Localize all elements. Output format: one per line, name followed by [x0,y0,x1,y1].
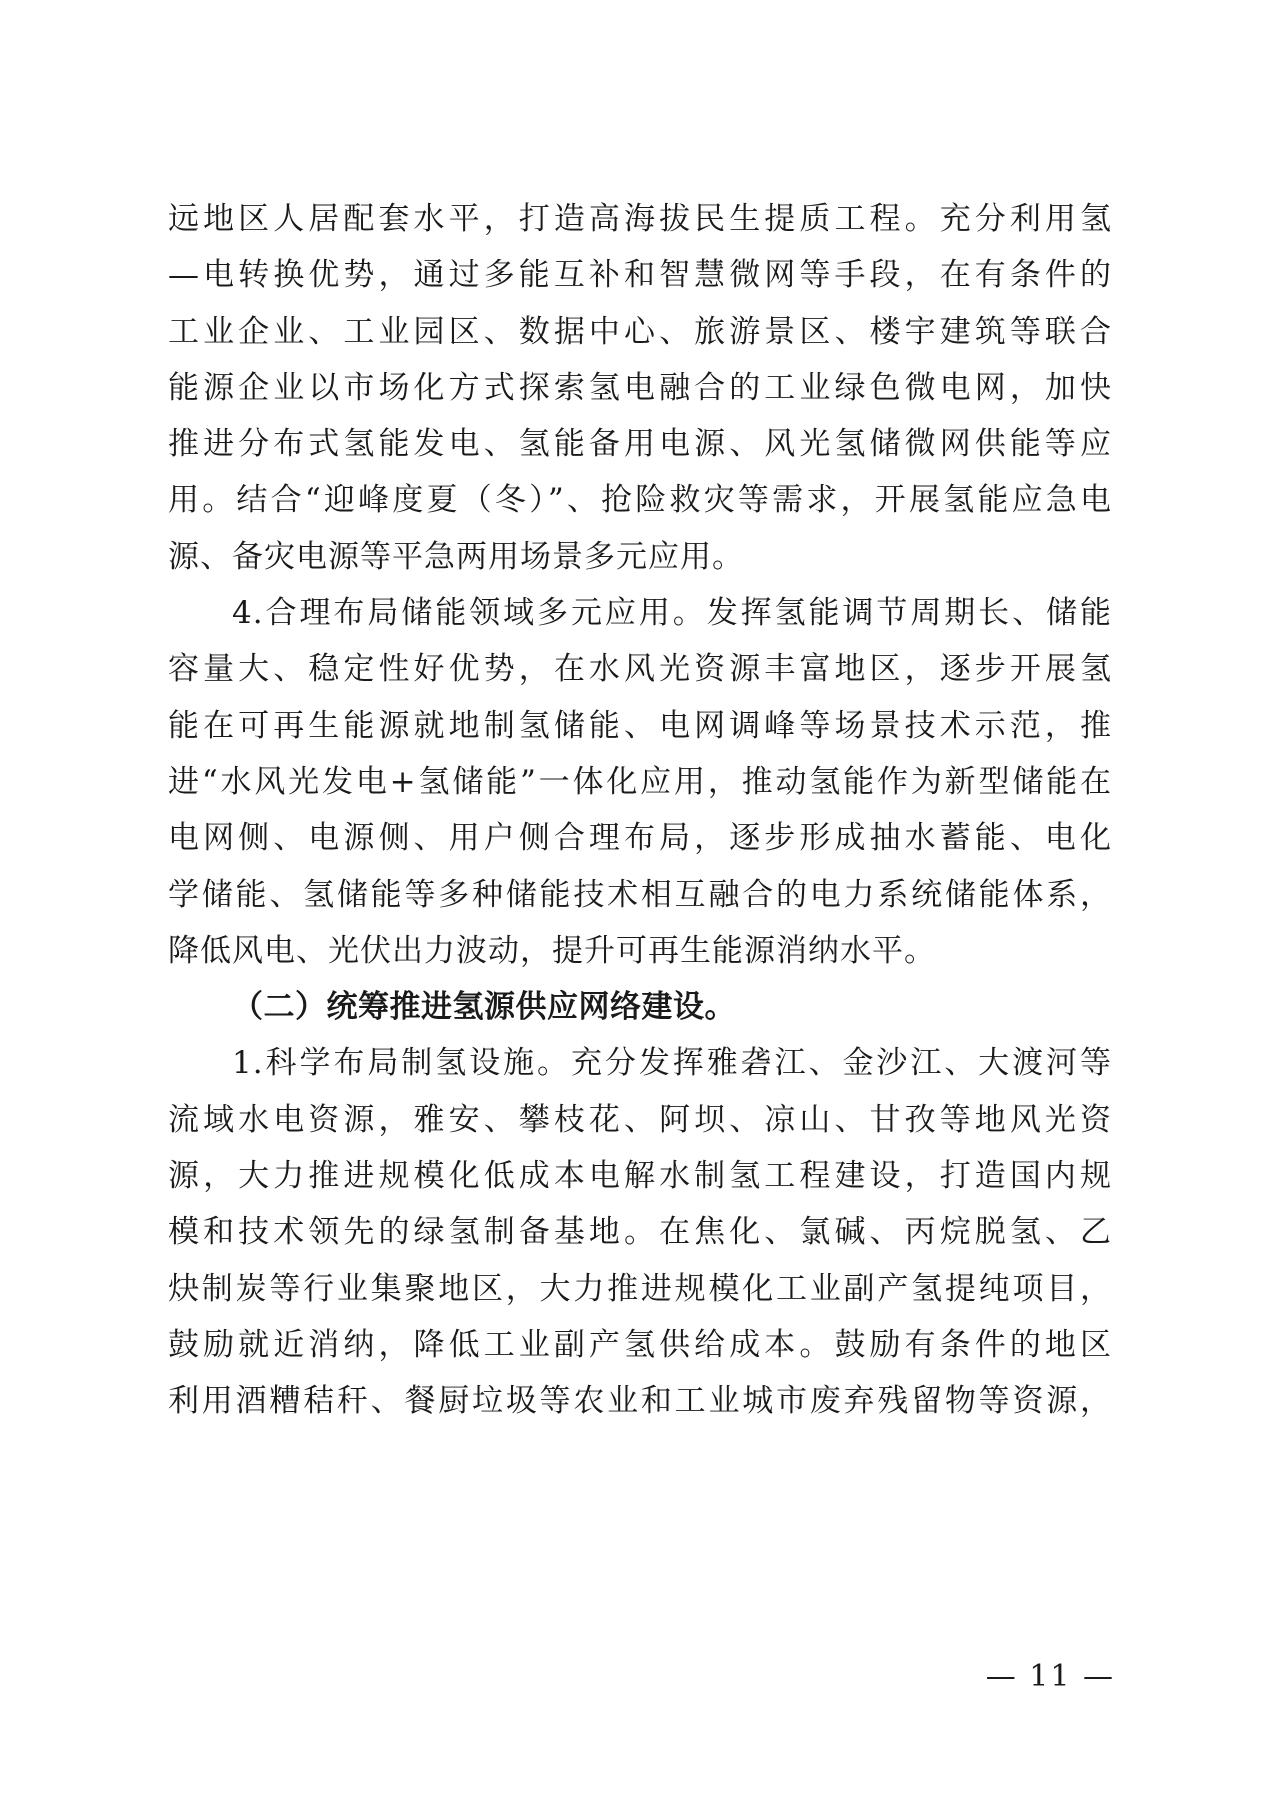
text-line: 远地区人居配套水平，打造高海拔民生提质工程。充分利用氢 [168,201,1112,237]
body-text [168,191,1112,1430]
text-line: 能源企业以市场化方式探索氢电融合的工业绿色微电网，加快 [168,369,1112,406]
text-line: —电转换优势，通过多能互补和智慧微网等手段，在有条件的 [168,257,1112,294]
text-line: 推进分布式氢能发电、氢能备用电源、风光氢储微网供能等应 [168,426,1112,463]
text-line: 1.科学布局制氢设施。充分发挥雅砻江、金沙江、大渡河等 [232,1045,1112,1082]
text-line: 进“水风光发电+氢储能”一体化应用，推动氢能作为新型储能在 [168,763,1112,800]
text-line: 鼓励就近消纳，降低工业副产氢供给成本。鼓励有条件的地区 [168,1326,1112,1363]
text-line: 工业企业、工业园区、数据中心、旅游景区、楼宇建筑等联合 [168,313,1112,350]
text-line: 源，大力推进规模化低成本电解水制氢工程建设，打造国内规 [168,1158,1112,1195]
text-line: 电网侧、电源侧、用户侧合理布局，逐步形成抽水蓄能、电化 [168,820,1112,857]
text-line: 源、备灾电源等平急两用场景多元应用。 [168,538,744,575]
section-heading: （二）统筹推进氢源供应网络建设。 [232,989,736,1026]
text-line: 流域水电资源，雅安、攀枝花、阿坝、凉山、甘孜等地风光资 [168,1101,1112,1138]
text-line: 降低风电、光伏出力波动，提升可再生能源消纳水平。 [168,932,936,969]
text-line: 容量大、稳定性好优势，在水风光资源丰富地区，逐步开展氢 [168,651,1112,688]
text-line: 用。结合“迎峰度夏（冬）”、抢险救灾等需求，开展氢能应急电 [168,482,1112,519]
page-number: — 11 — [985,1659,1115,1694]
text-line: 炔制炭等行业集聚地区，大力推进规模化工业副产氢提纯项目， [168,1270,1112,1307]
text-line: 模和技术领先的绿氢制备基地。在焦化、氯碱、丙烷脱氢、乙 [168,1214,1112,1251]
text-line: 4.合理布局储能领域多元应用。发挥氢能调节周期长、储能 [232,595,1112,632]
text-line: 学储能、氢储能等多种储能技术相互融合的电力系统储能体系， [168,876,1112,913]
text-line: 利用酒糟秸秆、餐厨垃圾等农业和工业城市废弃残留物等资源， [168,1383,1112,1420]
text-line: 能在可再生能源就地制氢储能、电网调峰等场景技术示范，推 [168,707,1112,744]
